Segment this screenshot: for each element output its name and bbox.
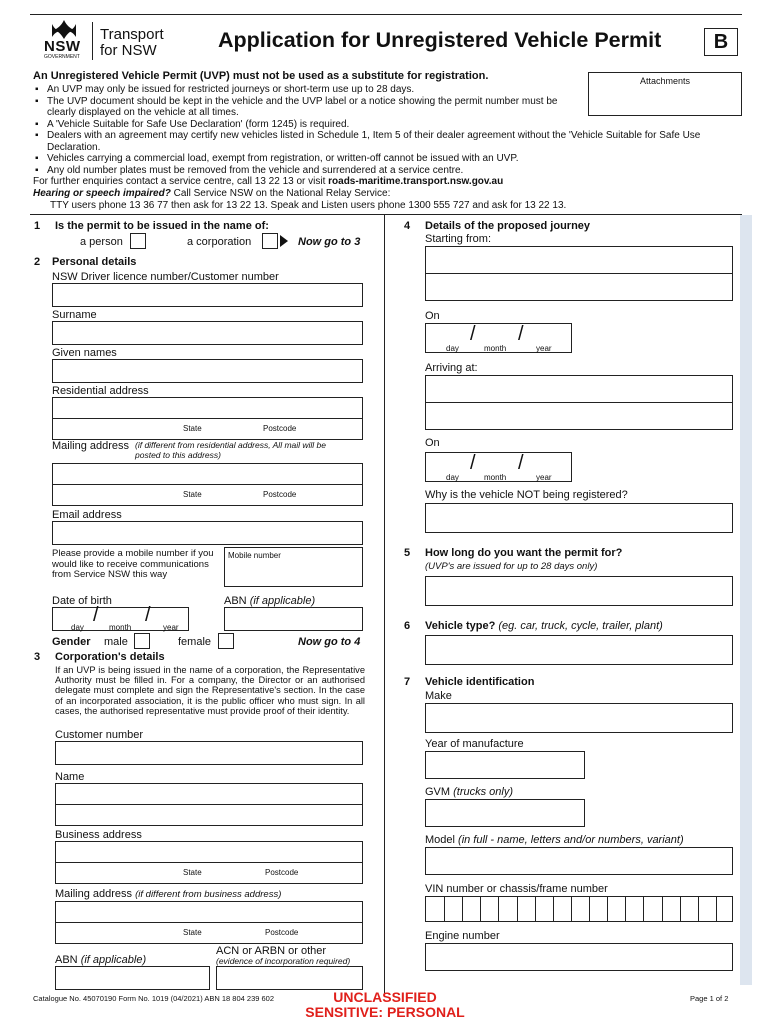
engine-field[interactable] — [425, 943, 733, 971]
classification-line1: UNCLASSIFIED — [333, 989, 437, 1005]
arriving-line2[interactable] — [425, 402, 733, 430]
business-address-label: Business address — [55, 829, 142, 841]
vehicle-type-field[interactable] — [425, 635, 733, 665]
vin-cell-divider — [662, 897, 663, 921]
section6-title: Vehicle type? — [425, 620, 496, 632]
residential-address-line1[interactable] — [52, 397, 363, 419]
corp-name-line2[interactable] — [55, 804, 363, 826]
logo-divider — [92, 22, 93, 60]
logo-government-text: GOVERNMENT — [44, 54, 80, 60]
arrow-icon — [280, 235, 288, 247]
arrive-month-label: month — [484, 473, 507, 482]
arriving-label: Arriving at: — [425, 362, 478, 374]
mobile-field[interactable] — [224, 547, 363, 587]
vin-cell-divider — [553, 897, 554, 921]
start-month-label: month — [484, 344, 507, 353]
vin-cell-divider — [571, 897, 572, 921]
enquiries-text: For further enquiries contact a service centre, call 13 22 13 or visit — [33, 176, 329, 187]
business-postcode-label: Postcode — [265, 868, 299, 877]
section5-title: How long do you want the permit for? — [425, 547, 623, 559]
abn-note: (if applicable) — [249, 595, 316, 607]
vin-label: VIN number or chassis/frame number — [425, 883, 608, 895]
dob-slash-1: / — [93, 604, 99, 626]
start-date-field[interactable] — [425, 323, 572, 353]
section2-number: 2 — [34, 256, 41, 268]
bullet-item: ▪ A 'Vehicle Suitable for Safe Use Declaration' (form 1245) is required. — [33, 119, 743, 131]
vin-cell-divider — [462, 897, 463, 921]
residential-address-line2[interactable] — [52, 418, 363, 440]
vin-cell-divider — [589, 897, 590, 921]
surname-field[interactable] — [52, 321, 363, 345]
catalogue-info: Catalogue No. 45070190 Form No. 1019 (04/2021) ABN 18 804 239 602 — [33, 994, 275, 1003]
business-state-label: State — [183, 868, 202, 877]
model-text: Model — [425, 834, 455, 846]
hearing-line — [33, 188, 390, 199]
female-label: female — [178, 636, 212, 648]
gvm-text: GVM — [425, 786, 451, 798]
acn-label: ACN or ARBN or other — [216, 945, 327, 957]
vin-cell-divider — [625, 897, 626, 921]
section4-title: Details of the proposed journey — [425, 220, 591, 232]
uvp-warning: An Unregistered Vehicle Permit (UVP) must not be used as a substitute for registration. — [33, 70, 489, 82]
section7-number: 7 — [404, 676, 411, 688]
dob-label: Date of birth — [52, 595, 112, 607]
mailing-address-line1[interactable] — [52, 463, 363, 485]
corporation-checkbox[interactable] — [262, 233, 278, 249]
section1-number: 1 — [34, 220, 41, 232]
nsw-waratah-logo — [44, 18, 84, 40]
licence-label: NSW Driver licence number/Customer number — [52, 271, 279, 283]
section4-number: 4 — [404, 220, 411, 232]
make-label: Make — [425, 690, 452, 702]
vin-cell-divider — [498, 897, 499, 921]
residential-postcode-label: Postcode — [263, 424, 297, 433]
intro-rule — [30, 214, 742, 215]
given-names-field[interactable] — [52, 359, 363, 383]
starting-line2[interactable] — [425, 273, 733, 301]
arrive-day-label: day — [446, 473, 459, 482]
corporation-label: a corporation — [187, 236, 252, 248]
corp-abn-field[interactable] — [55, 966, 210, 990]
residential-state-label: State — [183, 424, 202, 433]
arrive-slash-1: / — [470, 452, 476, 474]
section3-number: 3 — [34, 651, 41, 663]
arrive-date-field[interactable] — [425, 452, 572, 482]
male-checkbox[interactable] — [134, 633, 150, 649]
female-checkbox[interactable] — [218, 633, 234, 649]
why-label: Why is the vehicle NOT being registered? — [425, 489, 628, 501]
vin-cell-divider — [535, 897, 536, 921]
start-year-label: year — [536, 344, 552, 353]
bullet-item: ▪ The UVP document should be kept in the vehicle and the UVP label or a notice showing the permit number must be clearly displayed on the vehicle at all times. — [33, 96, 567, 119]
mailing-address-note: (if different from residential address, All mail will be posted to this address) — [135, 440, 327, 460]
customer-number-field[interactable] — [55, 741, 363, 765]
vin-cell-divider — [480, 897, 481, 921]
model-note: (in full - name, letters and/or numbers, variant) — [458, 834, 684, 846]
bullet-item: ▪ Any old number plates must be removed from the vehicle and surrendered at a service centre. — [33, 165, 743, 177]
section6-heading — [425, 620, 663, 632]
section1-now-go: Now go to 3 — [298, 236, 361, 248]
section1-title: Is the permit to be issued in the name of: — [55, 220, 269, 232]
corp-name-label: Name — [55, 771, 85, 783]
abn-text: ABN — [224, 595, 247, 607]
logo-transport-line2: for NSW — [100, 42, 157, 59]
mailing-postcode-label: Postcode — [263, 490, 297, 499]
section2-now-go: Now go to 4 — [298, 636, 361, 648]
arrive-on-label: On — [425, 437, 440, 449]
mobile-label: Mobile number — [228, 551, 281, 560]
page-title: Application for Unregistered Vehicle Permit — [218, 28, 662, 52]
section3-note: If an UVP is being issued in the name of a corporation, the Representative Authority must be filled in. For a company, the Director or an authorised delegate must complete and sign the Representative's section. In the case of an incorporated association, it is the public officer who must sign. In all cases, the authorised representative must provide proof of their identity. — [55, 665, 365, 716]
right-panel-bg — [740, 215, 752, 985]
residential-address-label: Residential address — [52, 385, 149, 397]
arriving-line1[interactable] — [425, 375, 733, 403]
mobile-note: Please provide a mobile number if you would like to receive communications from Service NSW this way — [52, 548, 214, 580]
start-on-label: On — [425, 310, 440, 322]
corp-mailing-line1[interactable] — [55, 901, 363, 923]
surname-label: Surname — [52, 309, 97, 321]
corp-mailing-postcode-label: Postcode — [265, 928, 299, 937]
corp-name-line1[interactable] — [55, 783, 363, 805]
person-label: a person — [80, 236, 123, 248]
vin-cell-divider — [444, 897, 445, 921]
bullet-item: ▪ An UVP may only be issued for restricted journeys or short-term use up to 28 days. — [33, 84, 743, 96]
hearing-question: Hearing or speech impaired? — [33, 188, 171, 199]
arrive-year-label: year — [536, 473, 552, 482]
model-field[interactable] — [425, 847, 733, 875]
person-checkbox[interactable] — [130, 233, 146, 249]
year-manufacture-field[interactable] — [425, 751, 585, 779]
corp-abn-label — [55, 954, 146, 966]
classification-line2: SENSITIVE: PERSONAL — [305, 1004, 465, 1020]
gvm-field[interactable] — [425, 799, 585, 827]
corp-mailing-state-label: State — [183, 928, 202, 937]
vin-cell-divider — [517, 897, 518, 921]
start-slash-2: / — [518, 323, 524, 345]
abn-field[interactable] — [224, 607, 363, 631]
section6-note: (eg. car, truck, cycle, trailer, plant) — [498, 620, 663, 632]
vin-cell-divider — [698, 897, 699, 921]
form-letter-badge: B — [704, 28, 738, 56]
business-address-line1[interactable] — [55, 841, 363, 863]
mailing-state-label: State — [183, 490, 202, 499]
dob-field[interactable] — [52, 604, 189, 632]
given-names-label: Given names — [52, 347, 117, 359]
page-number: Page 1 of 2 — [690, 994, 729, 1003]
male-label: male — [104, 636, 128, 648]
arrive-slash-2: / — [518, 452, 524, 474]
section7-title: Vehicle identification — [425, 676, 535, 688]
model-label — [425, 834, 684, 846]
vin-cell-divider — [680, 897, 681, 921]
vin-cell-divider — [716, 897, 717, 921]
corp-mailing-label — [55, 888, 281, 900]
column-divider — [384, 215, 385, 997]
mailing-address-label: Mailing address — [52, 440, 130, 452]
bullet-item: ▪ Vehicles carrying a commercial load, exempt from registration, or written-off cannot be issued with an UVP. — [33, 153, 743, 165]
year-manufacture-label: Year of manufacture — [425, 738, 524, 750]
bullet-item: ▪ Dealers with an agreement may certify new vehicles listed in Schedule 1, Item 5 of their dealer agreement without the 'Vehicle Suitable for Safe Use Declaration. — [33, 130, 743, 153]
corp-mailing-text: Mailing address — [55, 888, 133, 900]
logo-nsw-text: NSW — [44, 38, 81, 55]
mailing-address-line2[interactable] — [52, 484, 363, 506]
acn-note: (evidence of incorporation required) — [216, 956, 351, 966]
enquiries-line — [33, 176, 503, 187]
section6-number: 6 — [404, 620, 411, 632]
dob-day-label: day — [71, 623, 84, 632]
dob-month-label: month — [109, 623, 132, 632]
vin-cell-divider — [643, 897, 644, 921]
dob-year-label: year — [163, 623, 179, 632]
start-day-label: day — [446, 344, 459, 353]
corp-mailing-line2[interactable] — [55, 922, 363, 944]
dob-slash-2: / — [145, 604, 151, 626]
abn-label — [224, 595, 315, 607]
corp-abn-text: ABN — [55, 954, 78, 966]
gvm-note: (trucks only) — [453, 786, 514, 798]
section3-title: Corporation's details — [55, 651, 165, 663]
business-address-line2[interactable] — [55, 862, 363, 884]
engine-label: Engine number — [425, 930, 500, 942]
corp-abn-note: (if applicable) — [80, 954, 147, 966]
starting-line1[interactable] — [425, 246, 733, 274]
starting-label: Starting from: — [425, 233, 492, 245]
start-slash-1: / — [470, 323, 476, 345]
gender-label: Gender — [52, 636, 91, 648]
section5-number: 5 — [404, 547, 411, 559]
make-field[interactable] — [425, 703, 733, 733]
logo-transport-line1: Transport — [100, 26, 164, 43]
hearing-text: Call Service NSW on the National Relay Service: — [170, 188, 391, 199]
permit-duration-field[interactable] — [425, 576, 733, 606]
enquiries-link[interactable]: roads-maritime.transport.nsw.gov.au — [328, 176, 504, 187]
vin-field[interactable] — [425, 896, 733, 922]
email-field[interactable] — [52, 521, 363, 545]
tty-line: TTY users phone 13 36 77 then ask for 13 22 13. Speak and Listen users phone 1300 555 727 and ask for 13 22 13. — [50, 200, 567, 211]
section2-title: Personal details — [52, 256, 137, 268]
why-field[interactable] — [425, 503, 733, 533]
attachments-label: Attachments — [639, 76, 691, 86]
email-label: Email address — [52, 509, 122, 521]
gvm-label — [425, 786, 513, 798]
customer-number-label: Customer number — [55, 729, 144, 741]
acn-field[interactable] — [216, 966, 363, 990]
intro-bullets — [33, 84, 743, 176]
top-rule — [30, 14, 742, 15]
corp-mailing-note: (if different from business address) — [135, 889, 282, 900]
vin-cell-divider — [607, 897, 608, 921]
licence-field[interactable] — [52, 283, 363, 307]
section5-note: (UVP's are issued for up to 28 days only) — [425, 561, 598, 572]
